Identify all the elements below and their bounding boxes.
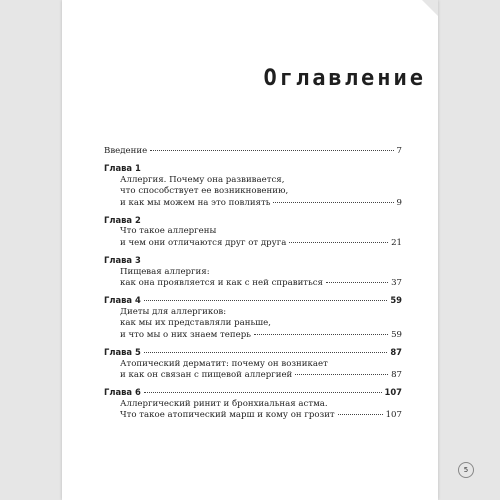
toc-entry-page: 59 bbox=[391, 329, 402, 340]
toc-entry-page: 59 bbox=[390, 295, 402, 306]
page-title: Оглавление bbox=[263, 66, 426, 91]
toc-line bbox=[104, 198, 402, 209]
toc-entry-page: 7 bbox=[396, 146, 402, 156]
toc-line-text: как мы их представляли раньше, bbox=[120, 318, 271, 329]
toc-line-text: и что мы о них знаем теперь bbox=[120, 329, 251, 340]
dot-leader bbox=[326, 282, 388, 283]
toc-line-text: Что такое атопический марш и кому он грозит bbox=[120, 410, 335, 421]
toc-line-text: Что такое аллергены bbox=[120, 226, 217, 237]
toc-line bbox=[104, 278, 402, 289]
toc-entry-page: 9 bbox=[396, 197, 402, 208]
chapter-label: Глава 3 bbox=[104, 255, 141, 266]
toc-line-text: и как он связан с пищевой аллергией bbox=[120, 369, 293, 380]
toc-line bbox=[104, 267, 402, 278]
toc-line-text: Аллергический ринит и бронхиальная астма. bbox=[120, 398, 328, 409]
toc-line-text: что способствует ее возникновению, bbox=[120, 186, 289, 197]
toc-line bbox=[104, 399, 402, 410]
dot-leader bbox=[289, 242, 388, 243]
toc-line bbox=[104, 175, 402, 186]
dot-leader bbox=[338, 414, 383, 415]
toc-line bbox=[104, 318, 402, 329]
dot-leader bbox=[273, 202, 393, 203]
toc-line bbox=[104, 410, 402, 421]
dot-leader bbox=[254, 334, 388, 335]
toc-entry-page: 21 bbox=[391, 237, 402, 248]
chapter-label: Глава 2 bbox=[104, 215, 141, 226]
toc-entry-page: 107 bbox=[385, 410, 402, 421]
dot-leader bbox=[144, 300, 388, 301]
toc-line-text: Атопический дерматит: почему он возникает bbox=[120, 358, 328, 369]
toc-line bbox=[104, 226, 402, 237]
toc-line-text: Пищевая аллергия: bbox=[120, 266, 210, 277]
chapter-heading bbox=[104, 295, 402, 306]
chapter-label: Глава 5 bbox=[104, 347, 141, 358]
chapter-label: Глава 1 bbox=[104, 163, 141, 174]
toc-line-text: и как мы можем на это повлиять bbox=[120, 197, 271, 208]
chapter-heading bbox=[104, 215, 402, 226]
dot-leader bbox=[150, 150, 393, 151]
chapter-label: Глава 4 bbox=[104, 295, 141, 306]
chapter-heading bbox=[104, 347, 402, 358]
toc-entry-page: 87 bbox=[390, 347, 402, 358]
toc-entry-intro bbox=[104, 146, 402, 157]
chapter-heading bbox=[104, 387, 402, 398]
toc-line bbox=[104, 238, 402, 249]
toc-line bbox=[104, 359, 402, 370]
toc-line bbox=[104, 370, 402, 381]
toc-line bbox=[104, 186, 402, 197]
table-of-contents bbox=[104, 146, 402, 422]
toc-entry-label: Введение bbox=[104, 146, 148, 156]
page-corner bbox=[422, 0, 438, 16]
dot-leader bbox=[295, 374, 388, 375]
chapter-label: Глава 6 bbox=[104, 387, 141, 398]
toc-line-text: Аллергия. Почему она развивается, bbox=[120, 174, 285, 185]
toc-line bbox=[104, 307, 402, 318]
book-page bbox=[62, 0, 469, 500]
chapter-heading bbox=[104, 163, 402, 174]
page-number-badge: 5 bbox=[458, 462, 474, 478]
toc-line-text: Диеты для аллергиков: bbox=[120, 306, 227, 317]
dot-leader bbox=[144, 352, 388, 353]
toc-entry-page: 87 bbox=[391, 369, 402, 380]
toc-entry-page: 37 bbox=[391, 278, 402, 289]
toc-line-text: и чем они отличаются друг от друга bbox=[120, 237, 287, 248]
dot-leader bbox=[144, 392, 382, 393]
toc-line-text: как она проявляется и как с ней справиться bbox=[120, 278, 323, 289]
chapter-heading bbox=[104, 255, 402, 266]
toc-entry-page: 107 bbox=[384, 387, 402, 398]
toc-line bbox=[104, 330, 402, 341]
